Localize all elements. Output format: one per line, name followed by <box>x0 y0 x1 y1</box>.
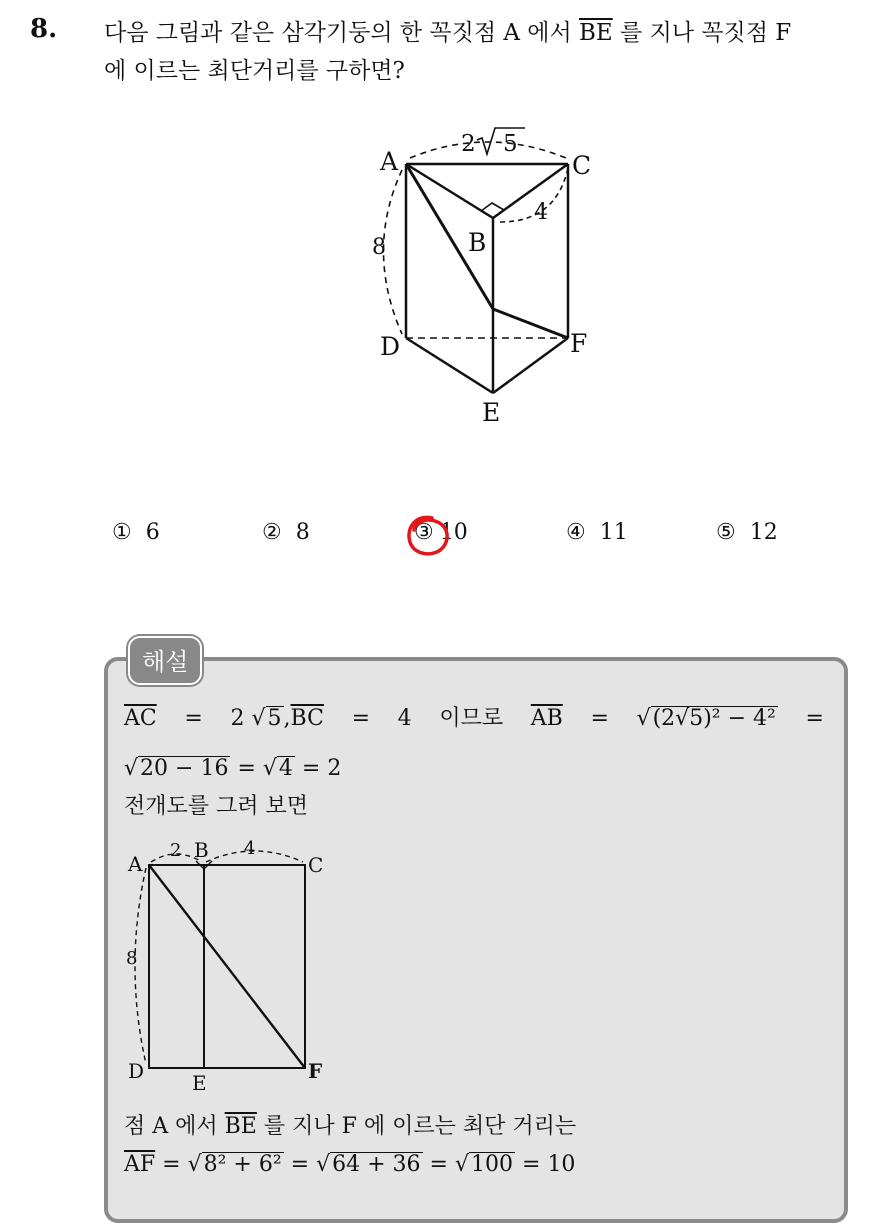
arc-ad <box>384 170 403 334</box>
edge-de <box>406 338 493 393</box>
choice-1-value: 6 <box>145 520 160 545</box>
choice-1-symbol: ① <box>112 520 132 545</box>
root-8-6: 8² + 6² <box>203 1152 282 1177</box>
net-label-f: F <box>308 1059 323 1083</box>
choice-5-value: 12 <box>749 520 778 545</box>
question-text-part: 다음 그림과 같은 삼각기둥의 한 꼭짓점 A 에서 <box>104 20 572 46</box>
edge-ef <box>493 338 568 393</box>
label-c: C <box>572 151 592 180</box>
net-label-e: E <box>192 1071 207 1095</box>
prism-figure <box>360 118 610 438</box>
choice-2[interactable] <box>262 520 310 545</box>
ac-rad: 5 <box>503 131 518 157</box>
question-number: 8. <box>30 14 58 44</box>
question-text-part: 를 지나 꼭짓점 F <box>620 20 792 46</box>
solution-badge: 해설 <box>128 636 202 685</box>
edge-bc <box>493 164 568 218</box>
root-20-16: 20 − 16 <box>140 756 229 781</box>
root-4: 4 <box>278 756 293 781</box>
label-e: E <box>482 398 501 427</box>
choice-4[interactable] <box>566 520 628 545</box>
net-label-b: B <box>194 838 209 862</box>
equals: = <box>184 706 203 731</box>
question-text <box>104 14 874 90</box>
net-label-c: C <box>308 853 324 877</box>
bc-value: 4 <box>397 706 412 731</box>
ac-value: 2 $√5,\overline{BC}$ <box>230 706 324 731</box>
equals: = <box>351 706 371 731</box>
solution-line-5: $\overline{AF} = √8^2 + 6^2 = √64 + 36 = √100 = 10$ <box>124 1152 576 1177</box>
choice-4-symbol: ④ <box>566 520 586 545</box>
choice-5[interactable] <box>716 520 778 545</box>
net-figure <box>124 836 344 1096</box>
segment-ab: $\overline{AB}$ <box>530 706 563 731</box>
solution-line-3: 전개도를 그려 보면 <box>124 794 309 819</box>
label-d: D <box>380 332 401 361</box>
segment-be: $\overline{BE}$ <box>579 20 613 46</box>
label-f: F <box>570 329 588 358</box>
root-64-36: 64 + 36 <box>332 1152 421 1177</box>
net-ad-length: 8 <box>126 948 138 969</box>
height-length: 8 <box>372 235 386 260</box>
sqrt-sign <box>477 128 525 154</box>
answer-mark <box>402 512 454 562</box>
net-ab-length: 2 <box>170 840 182 861</box>
net-af-diagonal <box>149 865 305 1068</box>
net-label-a: A <box>128 852 143 876</box>
question-text-part: 에 이르는 최단거리를 구하면? <box>104 58 405 84</box>
label-b: B <box>468 228 487 257</box>
choice-4-value: 11 <box>599 520 628 545</box>
segment-ac: $\overline{AC}$ <box>124 706 157 731</box>
ab-root: √(2√5)² − 4² <box>636 706 776 731</box>
root-100: 100 <box>471 1152 513 1177</box>
ac-coef: 2 <box>461 131 476 157</box>
choice-1[interactable] <box>112 520 160 545</box>
choice-3-symbol: ③ <box>414 520 434 545</box>
equals: = <box>590 706 609 731</box>
path-be-to-f <box>493 309 568 338</box>
final-answer: 10 <box>547 1152 576 1177</box>
equals: = <box>805 706 824 731</box>
choice-3[interactable] <box>414 520 468 545</box>
ab-result: 2 <box>327 756 342 781</box>
label-a: A <box>380 147 399 176</box>
segment-be-2: $\overline{BE}$ <box>224 1114 257 1139</box>
segment-af: $\overline{AF}$ <box>124 1152 156 1177</box>
net-label-d: D <box>128 1059 145 1083</box>
edge-ab <box>406 164 493 218</box>
right-angle-mark <box>481 203 504 211</box>
choice-3-value: 10 <box>439 520 468 545</box>
choice-5-symbol: ⑤ <box>716 520 736 545</box>
segment-bc: $\overline{BC}$ <box>290 706 324 731</box>
solution-line-2: √20 − 16 = √4 = 2 <box>124 756 342 781</box>
solution-line-1 <box>124 702 824 736</box>
net-bc-length: 4 <box>244 838 256 859</box>
word-imeuro: 이므로 <box>439 706 504 731</box>
solution-line-4: 점 A 에서 $\overline{BE}$ 를 지나 F 에 이르는 최단 거리는 <box>124 1114 577 1139</box>
bc-length: 4 <box>534 200 548 225</box>
choice-2-value: 8 <box>295 520 310 545</box>
choice-2-symbol: ② <box>262 520 282 545</box>
